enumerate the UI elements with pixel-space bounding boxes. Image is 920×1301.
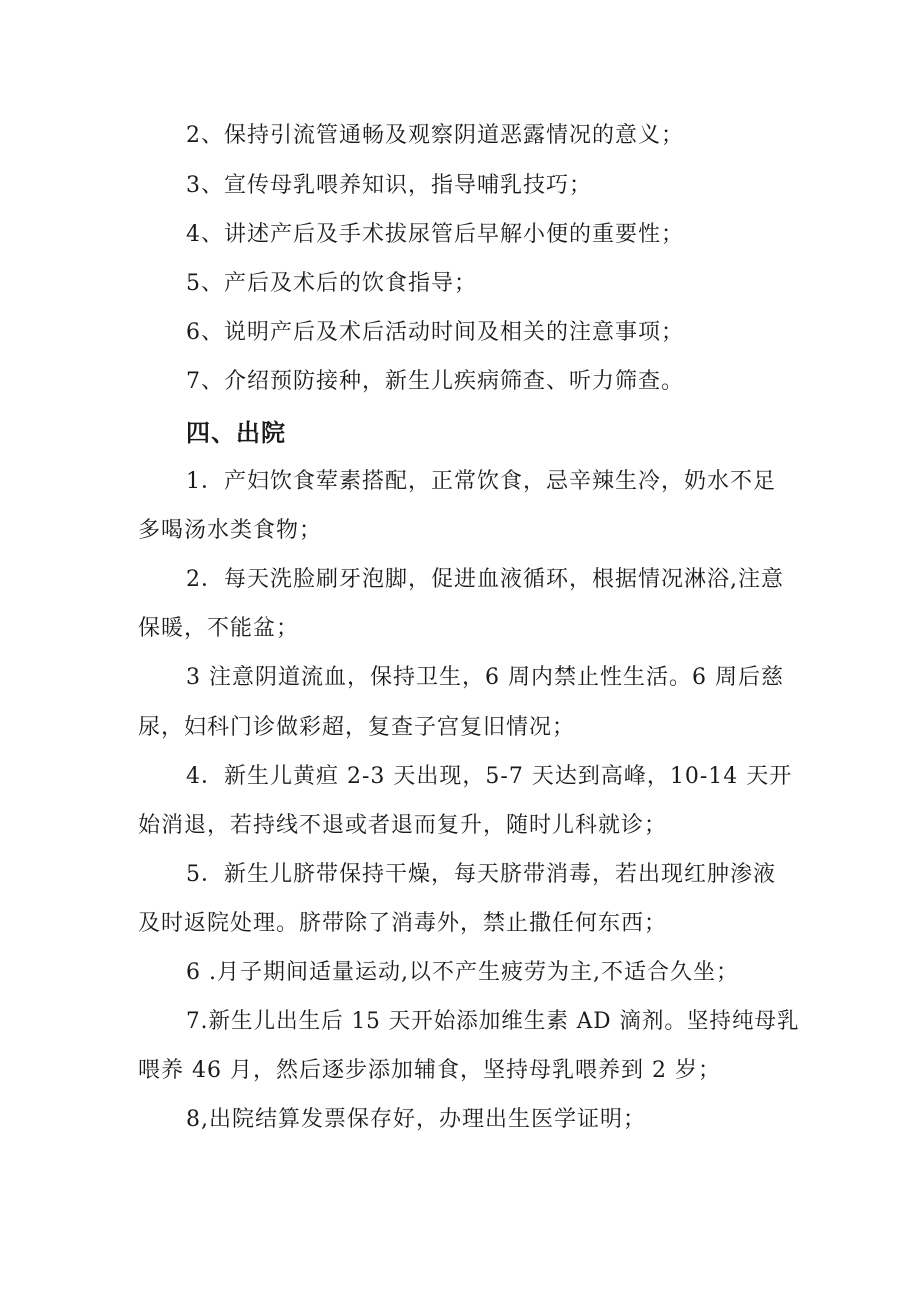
- list-item: 7、介绍预防接种，新生儿疾病筛查、听力筛查。: [186, 369, 684, 394]
- discharge-item-8: 8,出院结算发票保存好，办理出生医学证明；: [186, 1107, 646, 1132]
- discharge-item-7-line-2: 喂养 46 月，然后逐步添加辅食，坚持母乳喂养到 2 岁；: [138, 1058, 721, 1083]
- discharge-item-1-line-2: 多喝汤水类食物；: [138, 518, 323, 543]
- discharge-item-7-line-1: 7.新生儿出生后 15 天开始添加维生素 AD 滴剂。坚持纯母乳: [186, 1009, 800, 1034]
- discharge-item-2-line-2: 保暖，不能盆；: [138, 616, 300, 641]
- discharge-item-2-line-1: 2．每天洗脸刷牙泡脚，促进血液循环，根据情况淋浴,注意: [186, 567, 784, 592]
- list-item: 4、讲述产后及手术拔尿管后早解小便的重要性；: [186, 222, 684, 247]
- discharge-item-5-line-1: 5．新生儿脐带保持干燥，每天脐带消毒，若出现红肿渗液: [186, 862, 776, 887]
- discharge-item-3-line-2: 尿，妇科门诊做彩超，复查子宫复旧情况；: [138, 715, 576, 740]
- section-heading: 四、出院: [186, 419, 286, 447]
- list-item: 3、宣传母乳喂养知识，指导哺乳技巧；: [186, 173, 592, 198]
- list-item: 6、说明产后及术后活动时间及相关的注意事项；: [186, 320, 684, 345]
- discharge-item-3-line-1: 3 注意阴道流血，保持卫生，6 周内禁止性生活。6 周后慈: [186, 665, 784, 690]
- discharge-item-1-line-1: 1．产妇饮食荤素搭配，正常饮食，忌辛辣生冷，奶水不足: [186, 469, 776, 494]
- discharge-item-4-line-1: 4．新生儿黄疸 2-3 天出现，5-7 天达到高峰，10-14 天开: [186, 764, 793, 789]
- list-item: 5、产后及术后的饮食指导；: [186, 271, 477, 296]
- list-item: 2、保持引流管通畅及观察阴道恶露情况的意义；: [186, 123, 684, 148]
- discharge-item-4-line-2: 始消退，若持线不退或者退而复升，随时儿科就诊；: [138, 813, 668, 838]
- discharge-item-6: 6 .月子期间适量运动,以不产生疲劳为主,不适合久坐；: [186, 960, 739, 985]
- discharge-item-5-line-2: 及时返院处理。脐带除了消毒外，禁止撒任何东西；: [138, 911, 668, 936]
